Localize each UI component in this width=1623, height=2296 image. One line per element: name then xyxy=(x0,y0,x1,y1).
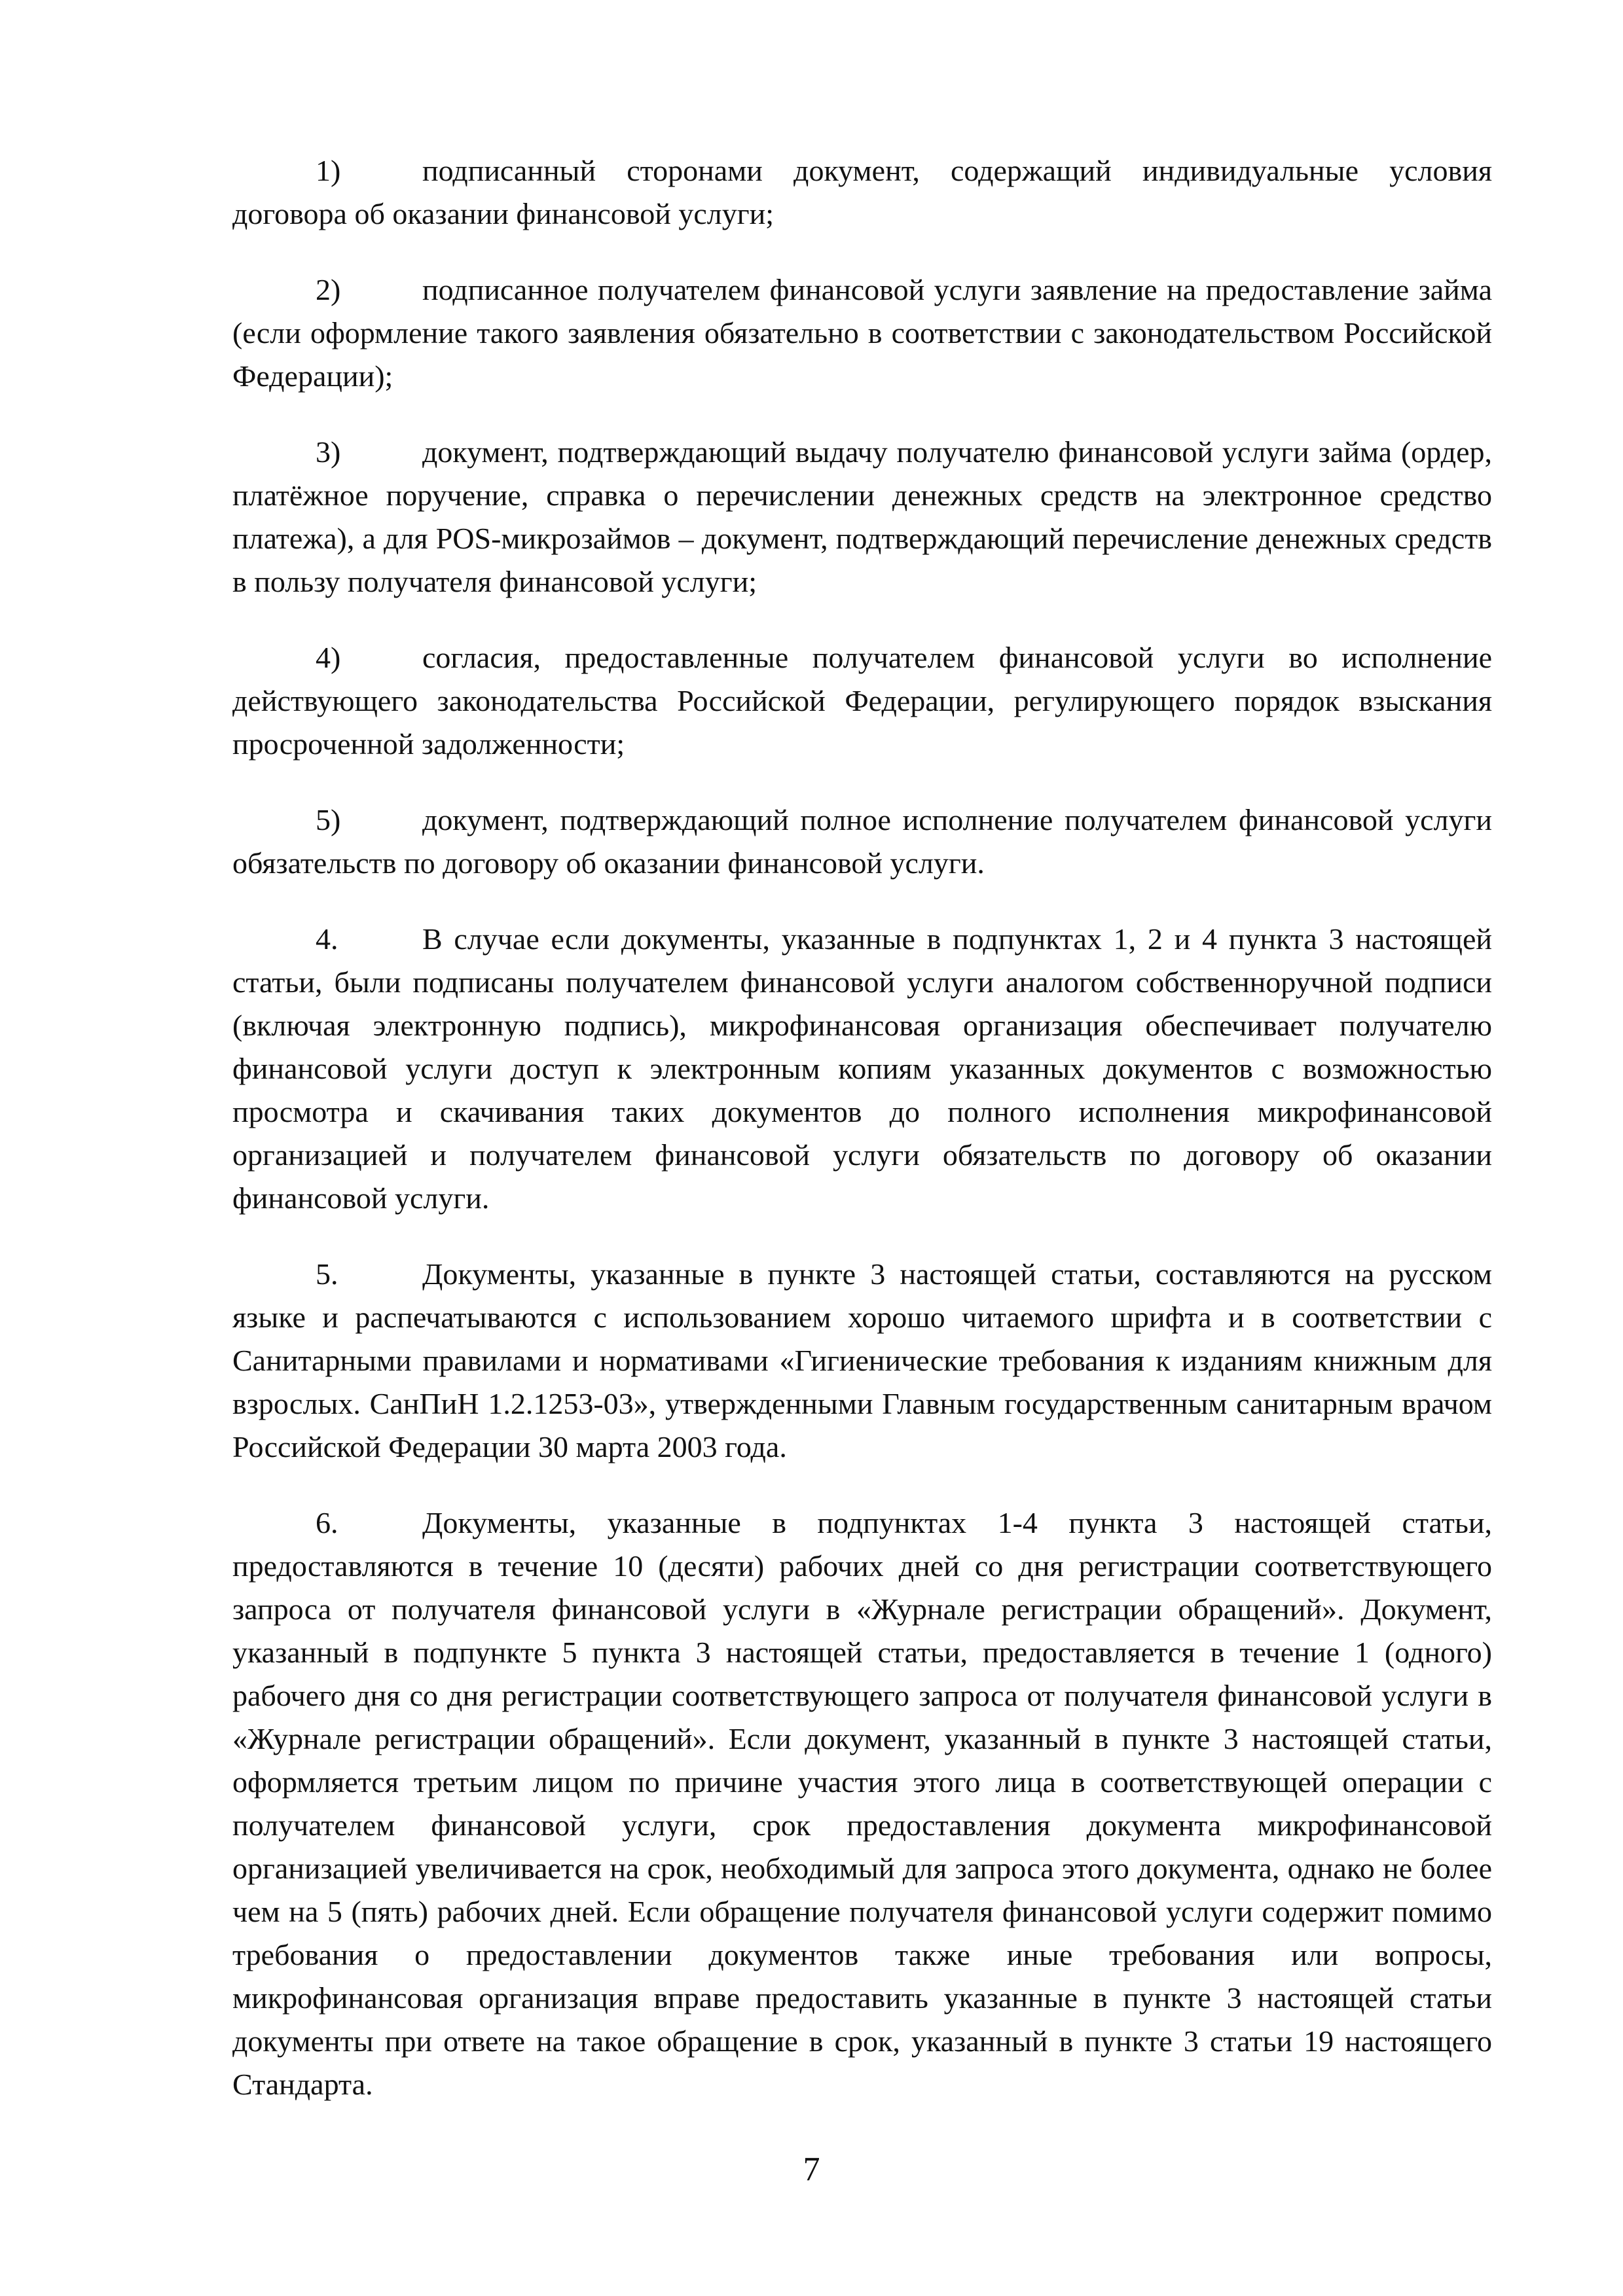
clause-4 xyxy=(232,918,1492,1220)
clause-5 xyxy=(232,1253,1492,1469)
clause-text: В случае если документы, указанные в подпунктах 1, 2 и 4 пункта 3 настоящей статьи, были подписаны получателем финансовой услуги аналогом собственноручной подписи (включая электронную подпись), микрофинансовая организация обеспечивает получателю финансовой услуги доступ к электронным копиям указанных документов с возможностью просмотра и скачивания таких документов до полного исполнения микрофинансовой организацией и получателем финансовой услуги обязательств по договору об оказании финансовой услуги. xyxy=(232,922,1492,1215)
clause-number: 5. xyxy=(316,1257,338,1291)
clause-6 xyxy=(232,1501,1492,2106)
item-number: 1) xyxy=(316,154,341,187)
list-item-1 xyxy=(232,149,1492,236)
list-item-5 xyxy=(232,798,1492,885)
item-number: 5) xyxy=(316,803,341,836)
item-text: согласия, предоставленные получателем финансовой услуги во исполнение действующего законодательства Российской Федерации, регулирующего порядок взыскания просроченной задолженности; xyxy=(232,641,1492,761)
item-text: документ, подтверждающий выдачу получателю финансовой услуги займа (ордер, платёжное поручение, справка о перечислении денежных средств на электронное средство платежа), а для POS-микрозаймов – документ, подтверждающий перечисление денежных средств в пользу получателя финансовой услуги; xyxy=(232,435,1492,598)
item-number: 4) xyxy=(316,641,341,674)
item-text: подписанное получателем финансовой услуги заявление на предоставление займа (если оформление такого заявления обязательно в соответствии с законодательством Российской Федерации); xyxy=(232,273,1492,393)
list-item-4 xyxy=(232,636,1492,766)
item-number: 2) xyxy=(316,273,341,306)
clause-text: Документы, указанные в подпунктах 1-4 пункта 3 настоящей статьи, предоставляются в течение 10 (десяти) рабочих дней со дня регистрации соответствующего запроса от получателя финансовой услуги в «Журнале регистрации обращений». Документ, указанный в подпункте 5 пункта 3 настоящей статьи, предоставляется в течение 1 (одного) рабочего дня со дня регистрации соответствующего запроса от получателя финансовой услуги в «Журнале регистрации обращений». Если документ, указанный в пункте 3 настоящей статьи, оформляется третьим лицом по причине участия этого лица в соответствующей операции с получателем финансовой услуги, срок предоставления документа микрофинансовой организацией увеличивается на срок, необходимый для запроса этого документа, однако не более чем на 5 (пять) рабочих дней. Если обращение получателя финансовой услуги содержит помимо требования о предоставлении документов также иные требования или вопросы, микрофинансовая организация вправе предоставить указанные в пункте 3 настоящей статьи документы при ответе на такое обращение в срок, указанный в пункте 3 статьи 19 настоящего Стандарта. xyxy=(232,1506,1492,2101)
item-text: подписанный сторонами документ, содержащий индивидуальные условия договора об оказании финансовой услуги; xyxy=(232,154,1492,230)
clause-text: Документы, указанные в пункте 3 настоящей статьи, составляются на русском языке и распечатываются с использованием хорошо читаемого шрифта и в соответствии с Санитарными правилами и нормативами «Гигиенические требования к изданиям книжным для взрослых. СанПиН 1.2.1253-03», утвержденными Главным государственным санитарным врачом Российской Федерации 30 марта 2003 года. xyxy=(232,1257,1492,1463)
page-number: 7 xyxy=(803,2151,820,2188)
document-body xyxy=(232,149,1492,2139)
clause-number: 4. xyxy=(316,922,338,956)
list-item-3 xyxy=(232,431,1492,603)
item-text: документ, подтверждающий полное исполнение получателем финансовой услуги обязательств по договору об оказании финансовой услуги. xyxy=(232,803,1492,880)
clause-number: 6. xyxy=(316,1506,338,1539)
item-number: 3) xyxy=(316,435,341,469)
list-item-2 xyxy=(232,268,1492,398)
